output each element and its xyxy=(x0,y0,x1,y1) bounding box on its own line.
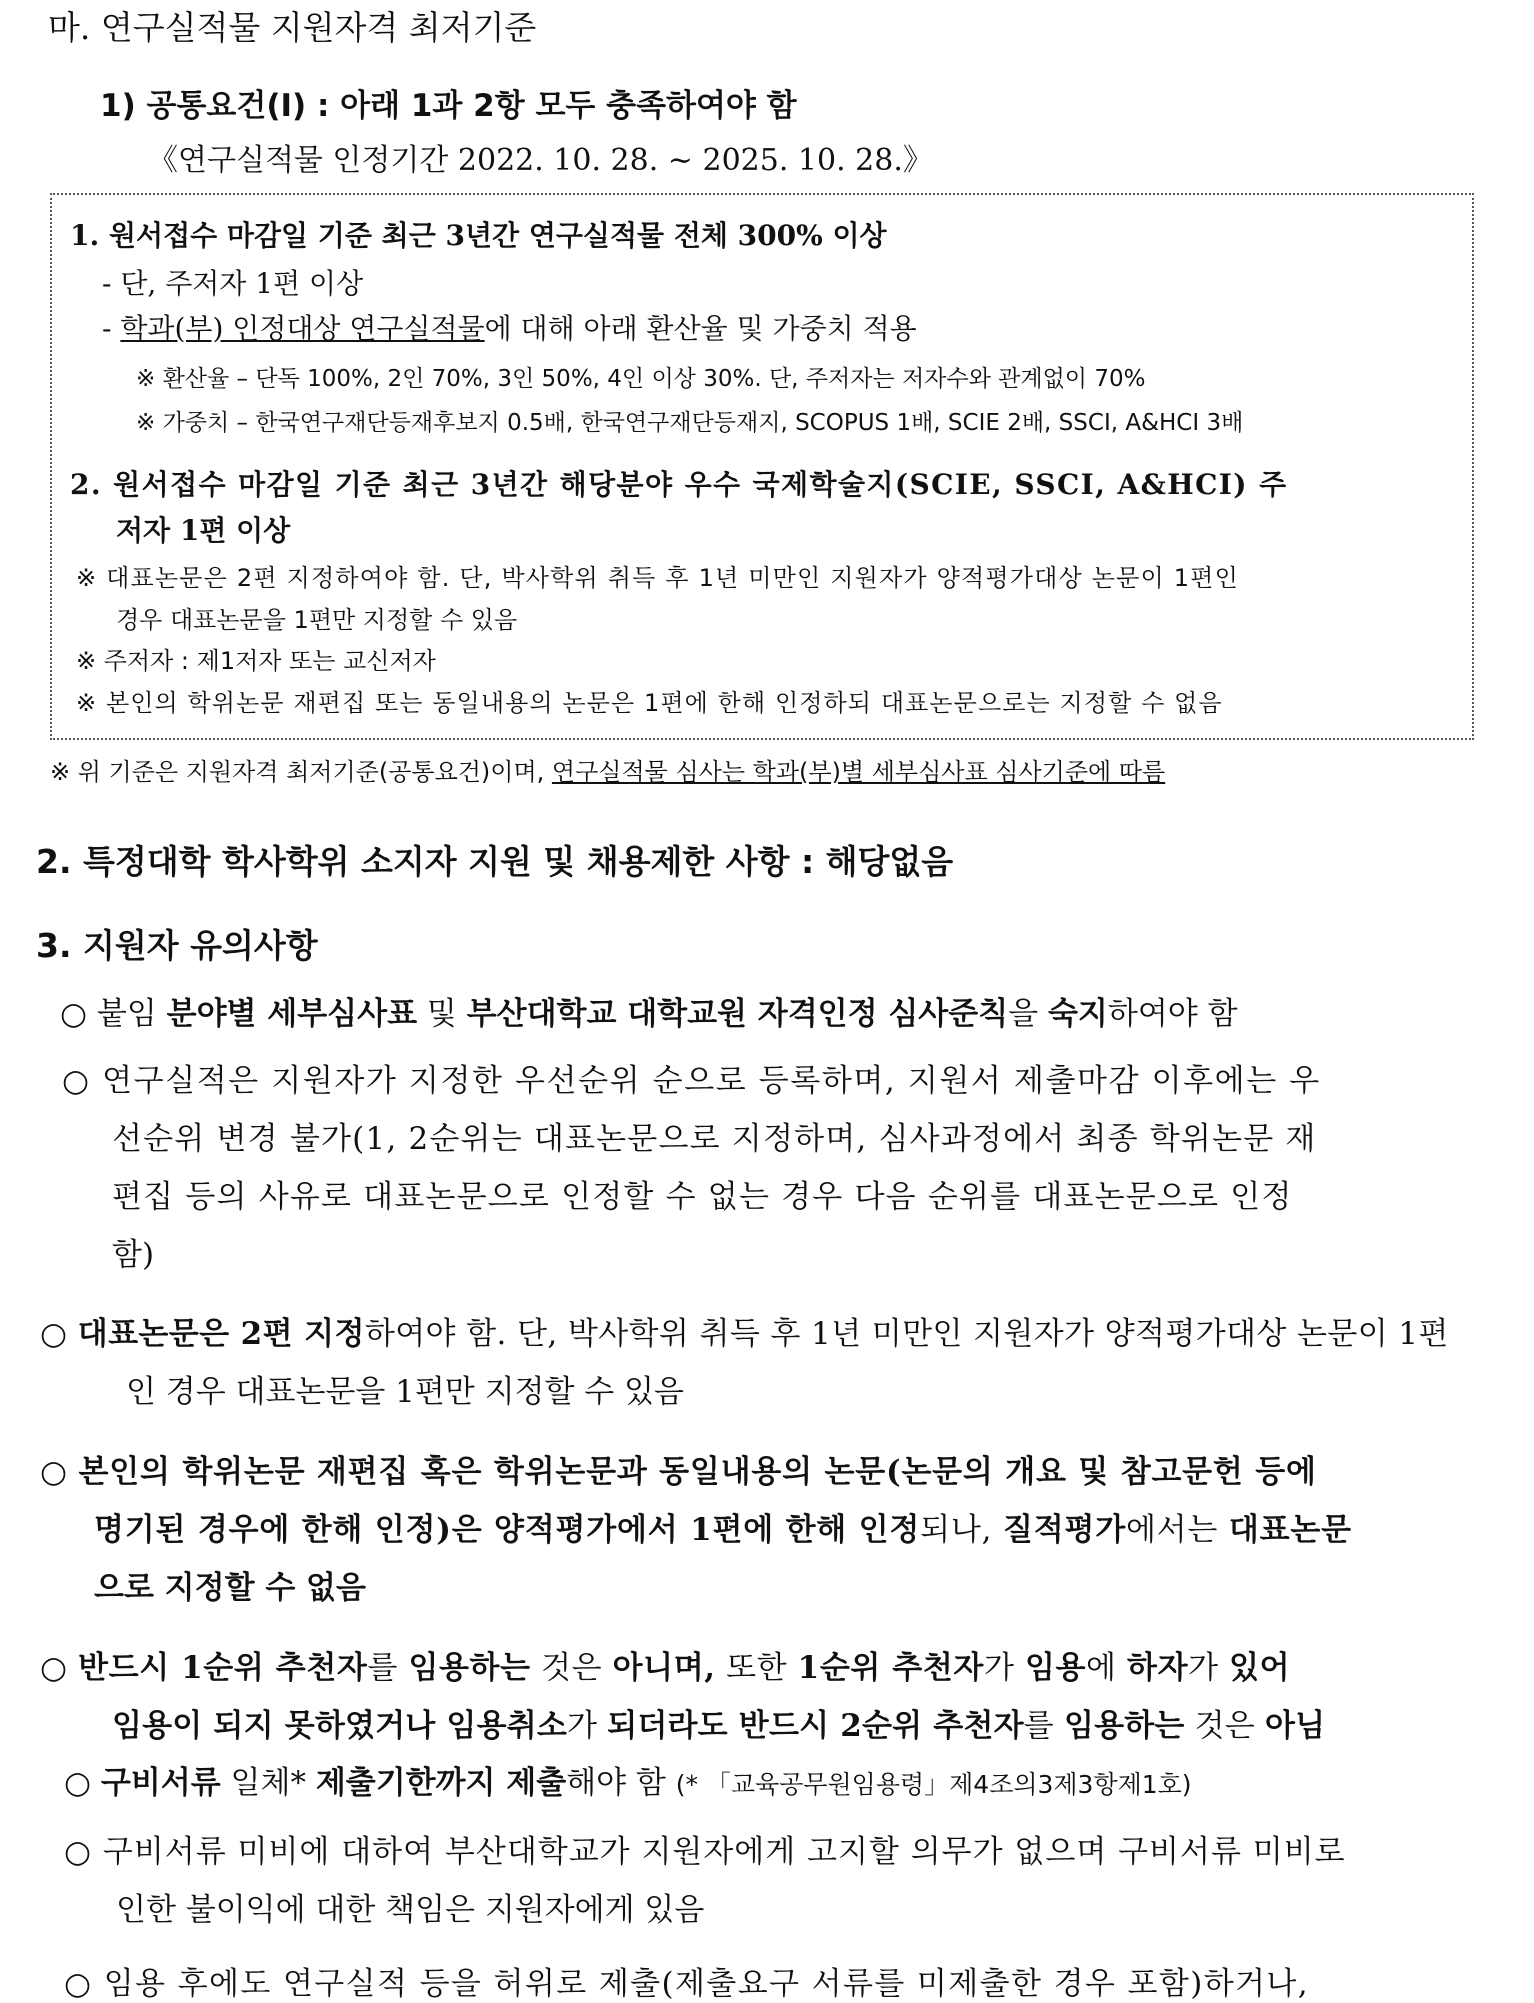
underlined-footnote: 연구실적물 심사는 학과(부)별 세부심사표 심사기준에 따름 xyxy=(551,758,1166,786)
underlined-dept-outputs: 학과(부) 인정대상 연구실적물 xyxy=(120,312,485,345)
notice-item-5-line-2: 임용이 되지 못하였거나 임용취소가 되더라도 반드시 2순위 추천자를 임용하는 것은 아님 xyxy=(112,1708,1326,1744)
notice-item-2-line-3: 편집 등의 사유로 대표논문으로 인정할 수 없는 경우 다음 순위를 대표논문으로 인정 xyxy=(112,1179,1293,1215)
notice-item-1: ○ 붙임 분야별 세부심사표 및 부산대학교 대학교원 자격인정 심사준칙을 숙지하여야 함 xyxy=(60,996,1238,1032)
weight-note: ※ 가중치 – 한국연구재단등재후보지 0.5배, 한국연구재단등재지, SCOPUS 1배, SCIE 2배, SSCI, A&HCI 3배 xyxy=(136,410,1244,436)
notice-item-3-line-2: 인 경우 대표논문을 1편만 지정할 수 있음 xyxy=(126,1374,684,1410)
recognition-period: 《연구실적물 인정기간 2022. 10. 28. ∼ 2025. 10. 28.》 xyxy=(148,143,933,178)
criteria-footnote: ※ 위 기준은 지원자격 최저기준(공통요건)이며, 연구실적물 심사는 학과(부)별 세부심사표 심사기준에 따름 xyxy=(50,758,1166,786)
thesis-note: ※ 본인의 학위논문 재편집 또는 동일내용의 논문은 1편에 한해 인정하되 대표논문으로는 지정할 수 없음 xyxy=(76,689,1223,717)
main-author-note: ※ 주저자 : 제1저자 또는 교신저자 xyxy=(76,647,436,675)
notice-item-2-line-4: 함) xyxy=(112,1237,155,1273)
criteria-item-2-line-2: 저자 1편 이상 xyxy=(116,514,291,547)
section-heading-ma: 마. 연구실적물 지원자격 최저기준 xyxy=(48,8,537,47)
legal-reference: (* 「교육공무원임용령」제4조의3제3항제1호) xyxy=(675,1770,1192,1799)
common-requirement-heading: 1) 공통요건(Ⅰ) : 아래 1과 2항 모두 충족하여야 함 xyxy=(100,88,797,124)
section-2-heading: 2. 특정대학 학사학위 소지자 지원 및 채용제한 사항 : 해당없음 xyxy=(36,842,954,881)
criteria-item-1-sub-1: - 단, 주저자 1편 이상 xyxy=(102,267,364,300)
criteria-item-1: 1. 원서접수 마감일 기준 최근 3년간 연구실적물 전체 300% 이상 xyxy=(70,219,887,252)
notice-item-2-line-2: 선순위 변경 불가(1, 2순위는 대표논문으로 지정하며, 심사과정에서 최종 학위논문 재 xyxy=(112,1121,1317,1157)
representative-paper-note: ※ 대표논문은 2편 지정하여야 함. 단, 박사학위 취득 후 1년 미만인 지원자가 양적평가대상 논문이 1편인 xyxy=(76,564,1239,592)
notice-item-5: ○ 반드시 1순위 추천자를 임용하는 것은 아니며, 또한 1순위 추천자가 임용에 하자가 있어 xyxy=(40,1650,1291,1686)
section-3-heading: 3. 지원자 유의사항 xyxy=(36,926,318,965)
notice-item-7-line-1: ○ 구비서류 미비에 대하여 부산대학교가 지원자에게 고지할 의무가 없으며 구비서류 미비로 xyxy=(64,1834,1346,1870)
notice-item-8-line-1: ○ 임용 후에도 연구실적 등을 허위로 제출(제출요구 서류를 미제출한 경우 포함)하거나, xyxy=(64,1966,1309,2002)
notice-item-2-line-1: ○ 연구실적은 지원자가 지정한 우선순위 순으로 등록하며, 지원서 제출마감 이후에는 우 xyxy=(62,1063,1321,1099)
notice-item-6: ○ 구비서류 일체* 제출기한까지 제출해야 함 (* 「교육공무원임용령」제4조의3제3항제1호) xyxy=(64,1765,1192,1801)
notice-item-3: ○ 대표논문은 2편 지정하여야 함. 단, 박사학위 취득 후 1년 미만인 지원자가 양적평가대상 논문이 1편 xyxy=(40,1316,1449,1352)
notice-item-4-line-3: 으로 지정할 수 없음 xyxy=(94,1570,366,1606)
criteria-item-1-sub-2: - 학과(부) 인정대상 연구실적물에 대해 아래 환산율 및 가중치 적용 xyxy=(102,312,917,345)
notice-item-7-line-2: 인한 불이익에 대한 책임은 지원자에게 있음 xyxy=(116,1892,705,1928)
notice-item-4: ○ 본인의 학위논문 재편집 혹은 학위논문과 동일내용의 논문(논문의 개요 및 참고문헌 등에 xyxy=(40,1454,1317,1490)
representative-paper-note-line-2: 경우 대표논문을 1편만 지정할 수 있음 xyxy=(116,606,518,634)
notice-item-4-line-2: 명기된 경우에 한해 인정)은 양적평가에서 1편에 한해 인정되나, 질적평가에서는 대표논문 xyxy=(94,1512,1352,1548)
criteria-item-2-line-1: 2. 원서접수 마감일 기준 최근 3년간 해당분야 우수 국제학술지(SCIE, SSCI, A&HCI) 주 xyxy=(70,468,1288,501)
conversion-rate-note: ※ 환산율 – 단독 100%, 2인 70%, 3인 50%, 4인 이상 30%. 단, 주저자는 저자수와 관계없이 70% xyxy=(136,366,1146,392)
